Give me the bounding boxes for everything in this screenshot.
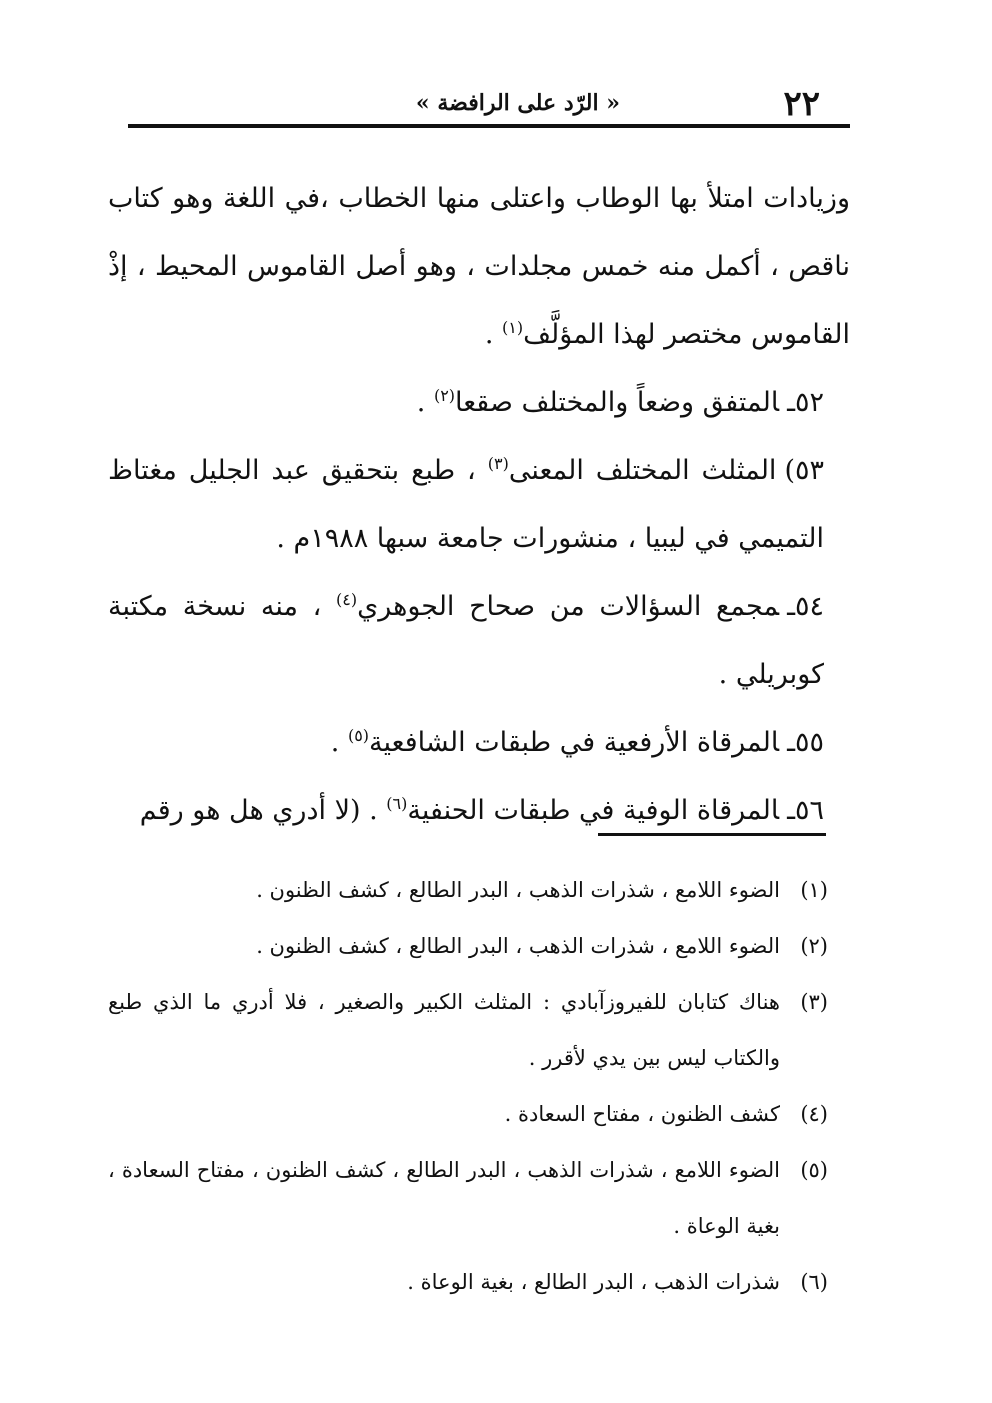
- list-item-52: [108, 369, 850, 437]
- page-number: ٢٢: [783, 84, 820, 124]
- item-rest: . (لا أدري هل هو رقم: [139, 795, 387, 826]
- footnote-ref: (٢): [433, 386, 456, 405]
- footnote-number: (١): [800, 878, 828, 902]
- footnote-ref: (١): [502, 318, 524, 337]
- footnote-2: [108, 918, 828, 974]
- item-title: المتفق وضعاً والمختلف صقعا: [455, 387, 780, 418]
- footnote-number: (٥): [800, 1158, 828, 1182]
- item-title: المرقاة الوفية في طبقات الحنفية: [407, 795, 780, 826]
- item-number: ٥٤ـ: [787, 591, 825, 622]
- paragraph-end: .: [484, 319, 503, 350]
- item-number: ٥٢ـ: [787, 387, 824, 418]
- item-rest: ، طبع بتحقيق عبد الجليل مغتاظ التميمي في ليبيا ، منشورات جامعة سبها ١٩٨٨م .: [108, 455, 824, 554]
- page-header: [128, 78, 850, 126]
- item-title: المثلث المختلف المعنى: [508, 455, 777, 486]
- footnote-3: [108, 974, 828, 1086]
- item-number: ٥٥ـ: [787, 727, 824, 758]
- footnote-ref: (٥): [347, 726, 370, 745]
- running-title: « الرّد على الرافضة »: [415, 90, 620, 116]
- footnote-ref: (٤): [335, 590, 358, 609]
- footnote-1: [108, 862, 828, 918]
- list-item-55: [108, 709, 850, 777]
- footnote-text: الضوء اللامع ، شذرات الذهب ، البدر الطالع ، كشف الظنون .: [256, 934, 780, 958]
- item-title: المرقاة الأرفعية في طبقات الشافعية: [369, 727, 780, 758]
- item-title: مجمع السؤالات من صحاح الجوهري: [357, 591, 780, 622]
- item-number: ٥٦ـ: [787, 795, 824, 826]
- footnote-separator: [598, 833, 826, 836]
- header-rule: [128, 124, 850, 128]
- item-number: ٥٣): [784, 455, 824, 486]
- footnote-text: كشف الظنون ، مفتاح السعادة .: [504, 1102, 780, 1126]
- list-item-54: [108, 573, 850, 709]
- footnote-number: (٦): [800, 1270, 828, 1294]
- footnote-ref: (٦): [386, 794, 408, 813]
- footnote-6: [108, 1254, 828, 1310]
- item-end: .: [330, 727, 348, 758]
- footnote-number: (٤): [800, 1102, 828, 1126]
- footnote-5: [108, 1142, 828, 1254]
- footnote-number: (٣): [800, 990, 828, 1014]
- footnote-number: (٢): [800, 934, 828, 958]
- footnote-4: [108, 1086, 828, 1142]
- item-end: .: [416, 387, 434, 418]
- paragraph-continuation: [108, 165, 850, 369]
- list-item-53: [108, 437, 850, 573]
- footnote-text: الضوء اللامع ، شذرات الذهب ، البدر الطالع ، كشف الظنون .: [256, 878, 780, 902]
- paragraph-text: وزيادات امتلأ بها الوطاب واعتلى منها الخطاب ،في اللغة وهو كتاب ناقص ، أكمل منه خمس مجلدات ، وهو أصل القاموس المحيط ، إذْ القاموس مختصر لهذا المؤلَّف: [108, 183, 850, 350]
- footnote-text: شذرات الذهب ، البدر الطالع ، بغية الوعاة .: [407, 1270, 780, 1294]
- footnotes: [108, 862, 828, 1310]
- footnote-text: هناك كتابان للفيروزآبادي : المثلث الكبير والصغير ، فلا أدري ما الذي طبع والكتاب ليس بين يدي لأقرر .: [108, 990, 780, 1070]
- main-text: [108, 165, 850, 845]
- footnote-text: الضوء اللامع ، شذرات الذهب ، البدر الطالع ، كشف الظنون ، مفتاح السعادة ، بغية الوعاة .: [108, 1158, 780, 1238]
- item-rest: ، منه نسخة مكتبة كوبريلي .: [108, 591, 824, 690]
- footnote-ref: (٣): [487, 454, 509, 473]
